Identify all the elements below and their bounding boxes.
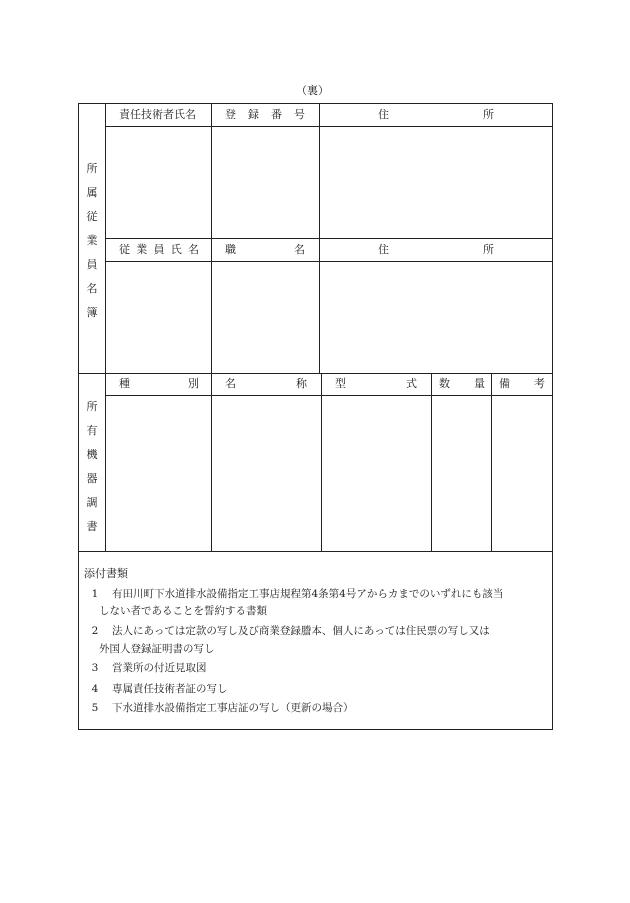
remarks-cell[interactable]: [492, 396, 552, 551]
attachments-title: 添付書類: [84, 567, 128, 580]
header-model: 型 式: [335, 377, 417, 390]
employee-address-cell[interactable]: [320, 262, 552, 373]
header-remarks: 備 考: [499, 377, 545, 390]
attachment-item-4: 4 専属責任技術者証の写し: [91, 683, 228, 695]
header-tech-address: 住 所: [378, 108, 494, 121]
model-cell[interactable]: [322, 396, 431, 551]
header-type: 種 別: [119, 377, 199, 390]
type-cell[interactable]: [106, 396, 211, 551]
quantity-cell[interactable]: [432, 396, 491, 551]
job-title-cell[interactable]: [212, 262, 319, 373]
staff-register-label: 所 属 従 業 員 名 簿: [86, 162, 98, 319]
header-quantity: 数 量: [439, 377, 485, 390]
page-heading: （裏）: [296, 84, 329, 97]
header-job-title: 職 名: [225, 243, 305, 256]
header-tech-name: 責任技術者氏名: [119, 108, 196, 121]
attachment-item-2-cont: 外国人登録証明書の写し: [99, 643, 215, 655]
header-reg-number: 登 録 番 号: [225, 108, 305, 121]
equipment-name-cell[interactable]: [212, 396, 321, 551]
attachment-item-2: 2 法人にあっては定款の写し及び商業登録謄本、個人にあっては住民票の写し又は: [91, 625, 490, 637]
tech-name-cell[interactable]: [106, 127, 211, 238]
attachment-item-3: 3 営業所の付近見取図: [91, 662, 207, 674]
header-equipment-name: 名 称: [225, 377, 307, 390]
header-employee-name: 従 業 員 氏 名: [119, 243, 199, 256]
employee-name-cell[interactable]: [106, 262, 211, 373]
tech-address-cell[interactable]: [320, 127, 552, 238]
attachment-item-1-cont: しない者であることを誓約する書類: [99, 605, 267, 617]
attachment-item-1: 1 有田川町下水道排水設備指定工事店規程第4条第4号アからカまでのいずれにも該当: [91, 588, 504, 600]
header-employee-address: 住 所: [378, 243, 494, 256]
attachment-item-5: 5 下水道排水設備指定工事店証の写し（更新の場合）: [91, 702, 354, 714]
equipment-list-label: 所 有 機 器 調 書: [86, 400, 98, 533]
reg-number-cell[interactable]: [212, 127, 319, 238]
